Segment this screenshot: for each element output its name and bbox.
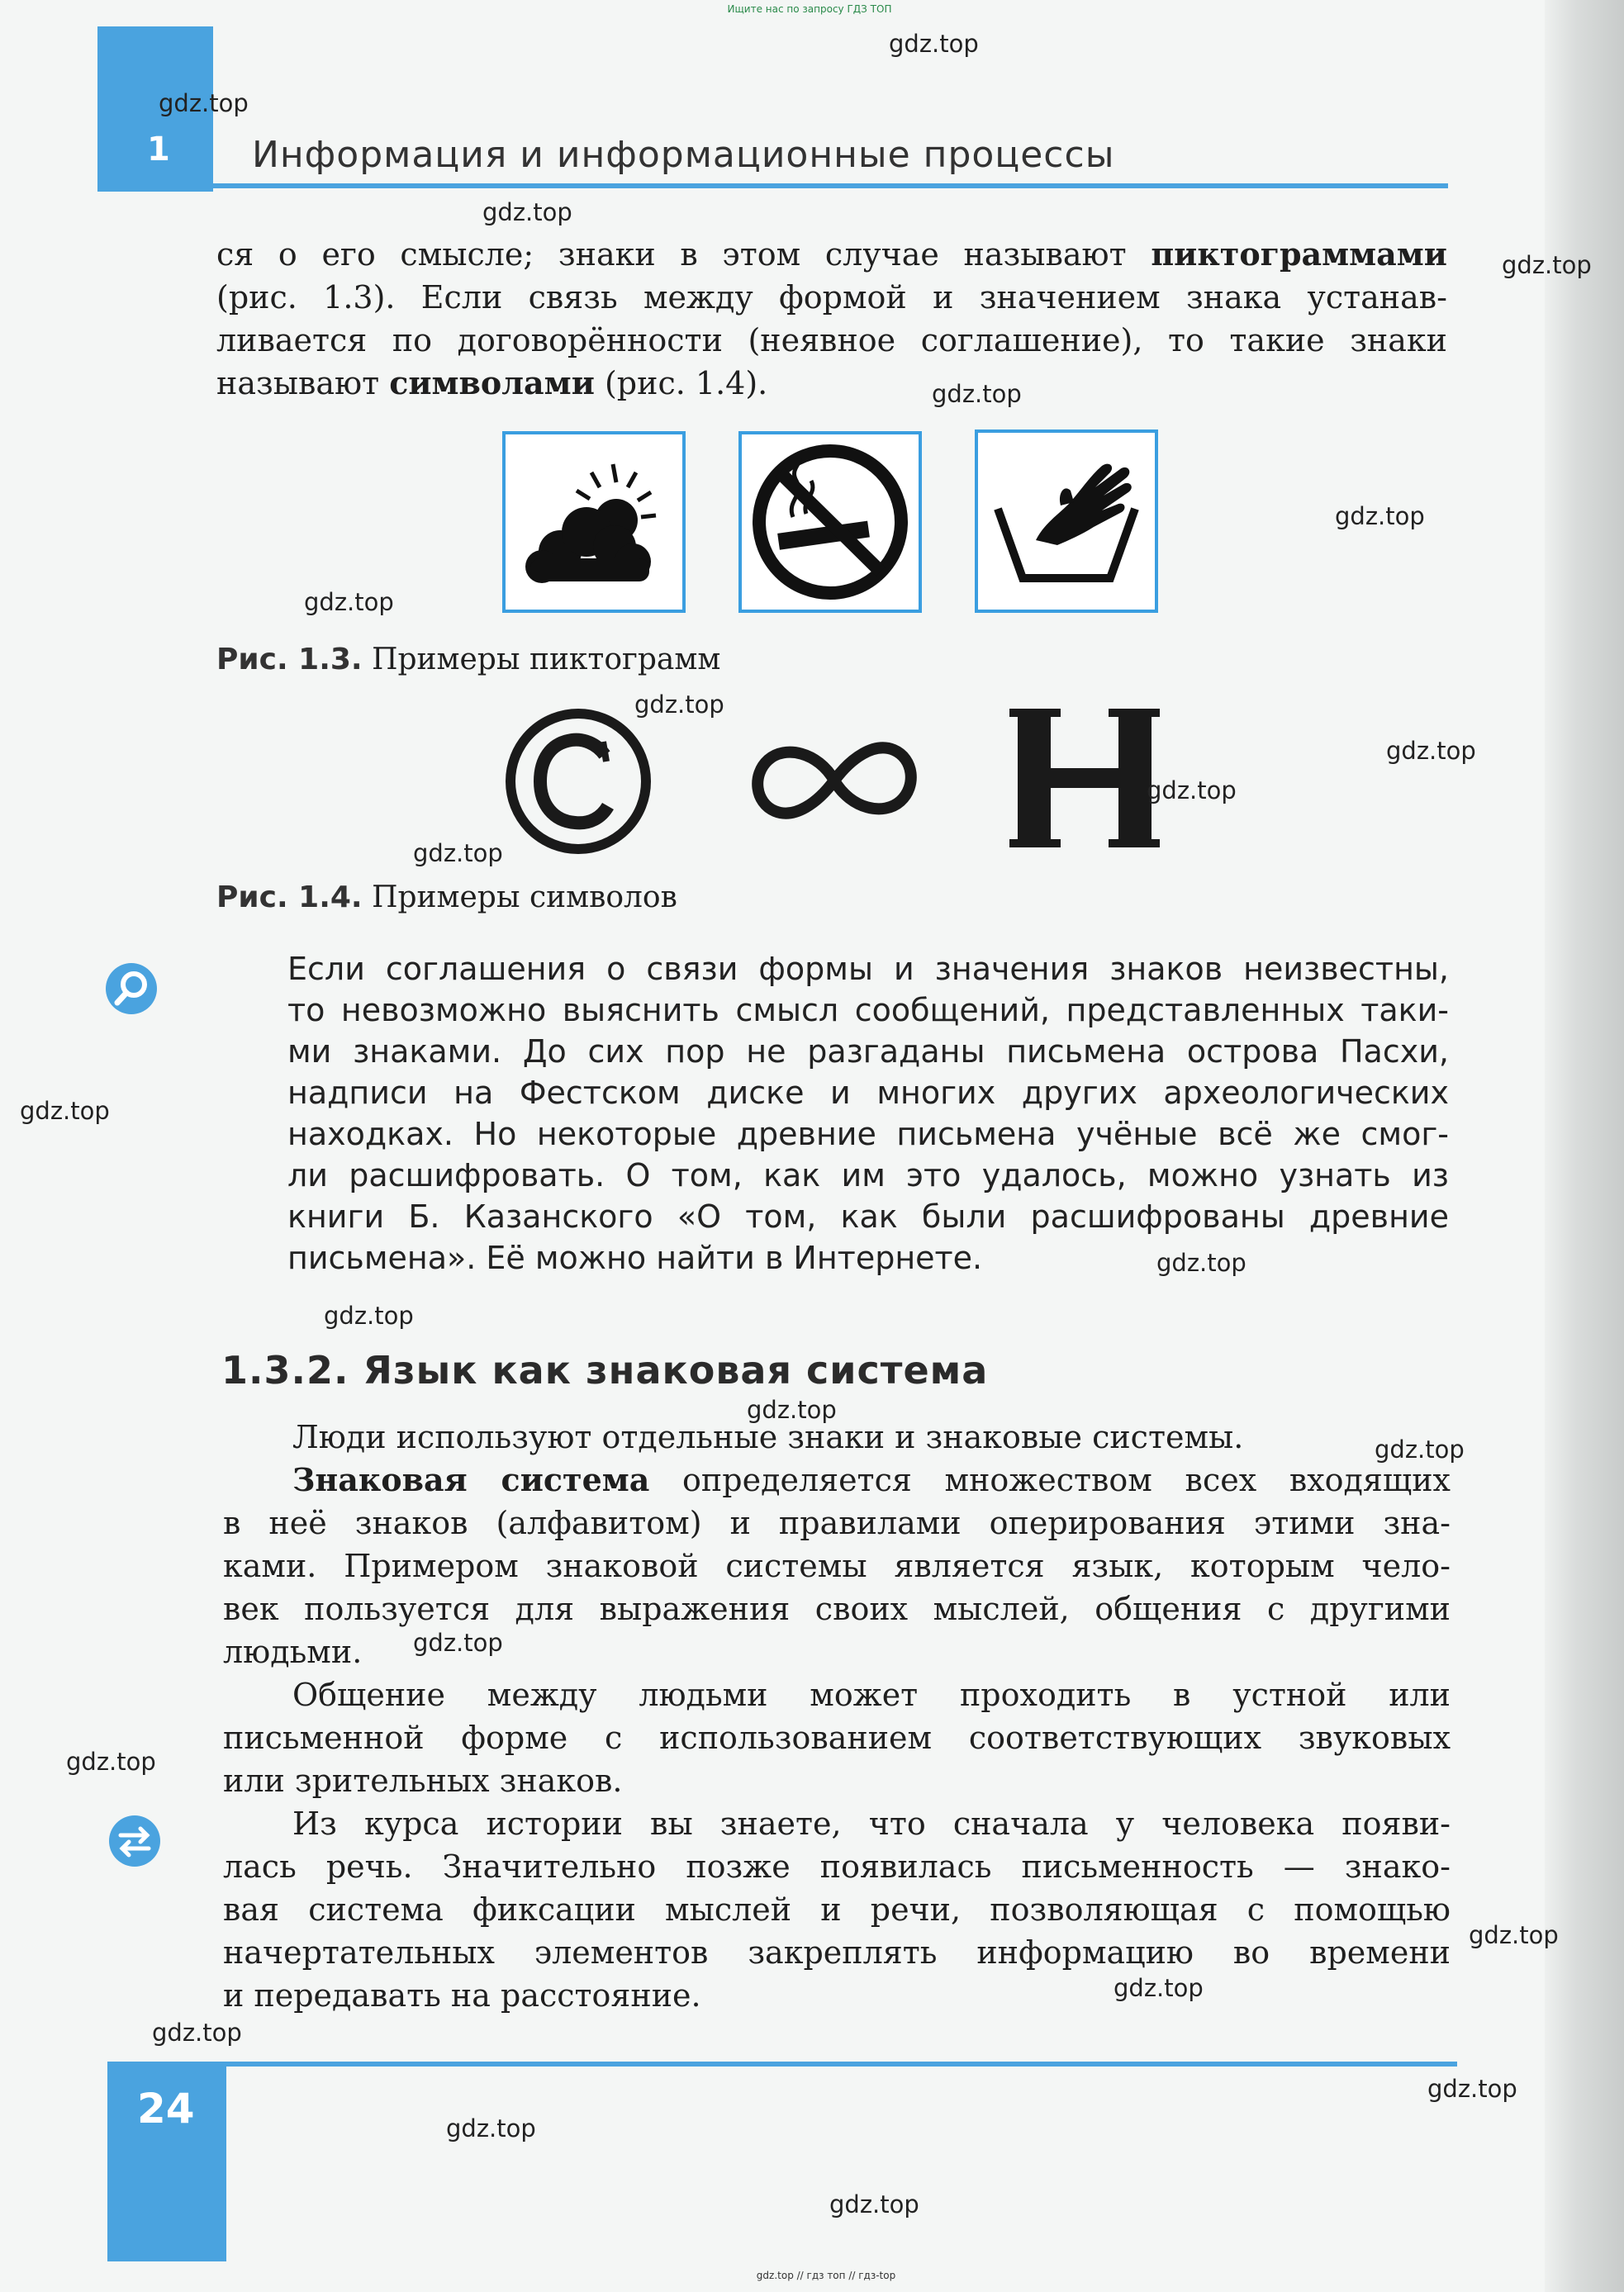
figure-1-3-text: Примеры пиктограмм: [372, 643, 721, 676]
watermark: gdz.top: [159, 89, 249, 117]
watermark: gdz.top: [829, 2190, 919, 2218]
watermark: gdz.top: [932, 380, 1022, 408]
watermark: gdz.top: [747, 1396, 837, 1424]
bottom-note: gdz.top // гдз топ // гдз-top: [756, 2270, 896, 2281]
watermark: gdz.top: [634, 690, 724, 719]
note-line: книги Б. Казанского «О том, как были расшифрованы древние: [287, 1198, 1449, 1235]
note-line: находках. Но некоторые древние письмена учёные всё же смог-: [287, 1116, 1449, 1152]
watermark: gdz.top: [1335, 502, 1425, 530]
watermark: gdz.top: [446, 2114, 536, 2143]
infinity-icon: [743, 735, 925, 826]
watermark: gdz.top: [1469, 1921, 1559, 1949]
watermark: gdz.top: [20, 1097, 110, 1125]
text-line: людьми.: [223, 1634, 363, 1670]
figure-1-3-caption: [216, 643, 720, 676]
chapter-number: 1: [147, 130, 170, 168]
text-line: письменной форме с использованием соответствующих звуковых: [223, 1720, 1451, 1756]
copyright-symbol: [504, 707, 653, 856]
text-line: Знаковая система определяется множеством всех входящих: [292, 1461, 1451, 1498]
top-search-note: Ищите нас по запросу ГДЗ ТОП: [727, 3, 892, 15]
term-pictograms: пиктограммами: [1151, 235, 1447, 273]
note-line: ли расшифровать. О том, как им это удалось, можно узнать из: [287, 1157, 1449, 1193]
watermark: gdz.top: [152, 2019, 242, 2047]
letter-h-symbol: [1006, 709, 1163, 847]
section-body: [223, 1416, 1451, 2017]
text-line: ся о его смысле; знаки в этом случае называют пиктограммами: [216, 235, 1447, 273]
text-line: лась речь. Значительно позже появилась письменность — знако-: [223, 1848, 1451, 1885]
info-note: [287, 948, 1449, 1279]
figure-1-4-caption: [216, 880, 677, 914]
watermark: gdz.top: [413, 1629, 503, 1657]
watermark: gdz.top: [413, 839, 503, 867]
letter-h-icon: [1006, 709, 1163, 847]
pictogram-no-smoking: [738, 431, 922, 613]
note-line: ми знаками. До сих пор не разгаданы письмена острова Пасхи,: [287, 1033, 1449, 1070]
text-line: и передавать на расстояние.: [223, 1977, 701, 2014]
watermark: gdz.top: [1147, 776, 1237, 804]
chapter-title: Информация и информационные процессы: [252, 134, 1115, 176]
text-line: или зрительных знаков.: [223, 1763, 623, 1799]
page-number: 24: [137, 2085, 195, 2133]
text-line: вая система фиксации мыслей и речи, позволяющая с помощью: [223, 1891, 1451, 1928]
note-line: Если соглашения о связи формы и значения знаков неизвестны,: [287, 951, 1449, 987]
text-line: Люди используют отдельные знаки и знаковые системы.: [292, 1419, 1244, 1455]
text-line: Из курса истории вы знаете, что сначала у человека появи-: [292, 1806, 1451, 1842]
watermark: gdz.top: [1386, 737, 1476, 765]
note-line: письмена». Её можно найти в Интернете.: [287, 1240, 983, 1276]
pictogram-sun-cloud: [502, 431, 686, 613]
footer-rule: [226, 2062, 1457, 2067]
text-line: ками. Примером знаковой системы является язык, которым чело-: [223, 1548, 1451, 1584]
term-symbols: символами: [389, 364, 595, 401]
watermark: gdz.top: [1114, 1974, 1204, 2002]
text-line: называют символами (рис. 1.4).: [216, 364, 768, 401]
magnifier-icon: [106, 963, 157, 1014]
text-line: в неё знаков (алфавитом) и правилами оперирования этими зна-: [223, 1505, 1451, 1541]
sun-cloud-icon: [506, 434, 682, 610]
watermark: gdz.top: [1375, 1435, 1465, 1464]
figure-1-4-label: Рис. 1.4.: [216, 880, 363, 914]
watermark: gdz.top: [324, 1302, 414, 1330]
intro-paragraph: [216, 233, 1447, 405]
exchange-arrows-icon: [109, 1815, 160, 1867]
chapter-rule: [213, 183, 1448, 188]
text-line: Общение между людьми может проходить в устной или: [292, 1677, 1451, 1713]
text-line: (рис. 1.3). Если связь между формой и значением знака устанав-: [216, 279, 1447, 316]
infinity-symbol: [743, 735, 925, 826]
text-line: начертательных элементов закреплять информацию во времени: [223, 1934, 1451, 1971]
figure-1-3-label: Рис. 1.3.: [216, 643, 363, 676]
watermark: gdz.top: [1427, 2075, 1517, 2103]
watermark: gdz.top: [889, 30, 979, 58]
figure-1-4-text: Примеры символов: [372, 880, 677, 914]
note-line: надписи на Фестском диске и многих других археологических: [287, 1075, 1449, 1111]
watermark: gdz.top: [304, 588, 394, 616]
term-sign-system: Знаковая система: [292, 1461, 650, 1498]
section-heading: 1.3.2. Язык как знаковая система: [221, 1348, 989, 1393]
watermark: gdz.top: [66, 1748, 156, 1776]
hand-wash-icon: [978, 433, 1155, 610]
text-line: ливается по договорённости (неявное соглашение), то такие знаки: [216, 322, 1447, 358]
text-line: век пользуется для выражения своих мыслей, общения с другими: [223, 1591, 1451, 1627]
watermark: gdz.top: [1502, 251, 1592, 279]
watermark: gdz.top: [482, 198, 572, 226]
copyright-icon: [504, 707, 653, 856]
watermark: gdz.top: [1156, 1249, 1246, 1277]
pictogram-hand-wash: [975, 429, 1158, 613]
note-line: то невозможно выяснить смысл сообщений, представленных таки-: [287, 992, 1449, 1028]
no-smoking-icon: [742, 434, 919, 610]
